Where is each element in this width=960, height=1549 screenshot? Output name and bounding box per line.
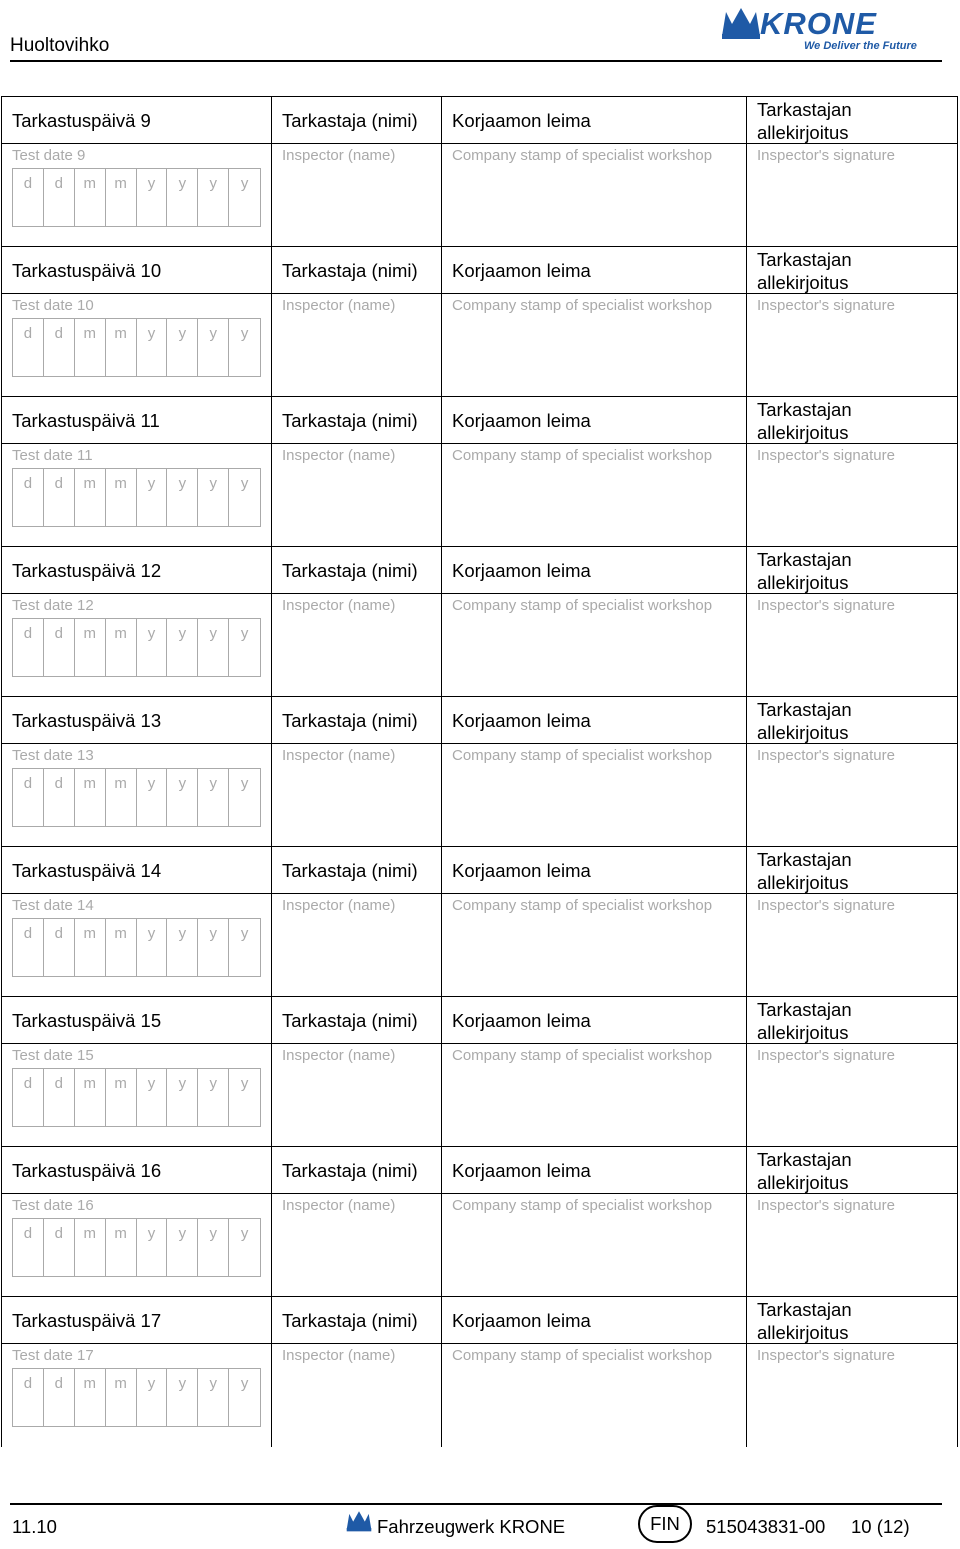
stamp-english: Company stamp of specialist workshop (452, 447, 713, 464)
signature-title-cell (747, 1297, 958, 1344)
test-date-field (2, 744, 272, 847)
inspector-english: Inspector (name) (282, 1347, 396, 1364)
krone-crown-icon (720, 6, 762, 40)
test-date-field (2, 1344, 272, 1447)
date-entry-boxes[interactable] (12, 1218, 261, 1277)
inspector-title-cell (272, 1147, 442, 1194)
date-entry-boxes[interactable] (12, 768, 261, 827)
test-row-header (2, 697, 958, 744)
stamp-title-cell (442, 697, 747, 744)
document-number: 515043831-00 (706, 1516, 826, 1537)
stamp-field[interactable] (442, 444, 747, 547)
test-date-title-cell (2, 697, 272, 744)
inspector-field[interactable] (272, 594, 442, 697)
test-date-field (2, 594, 272, 697)
signature-title-cell (747, 397, 958, 444)
test-row-header (2, 1147, 958, 1194)
krone-crown-icon (345, 1510, 373, 1532)
test-date-field (2, 1194, 272, 1297)
date-entry-boxes[interactable] (12, 618, 261, 677)
date-digit-box[interactable]: y (167, 769, 198, 826)
test-row-body (2, 894, 958, 997)
signature-english: Inspector's signature (757, 597, 895, 614)
signature-field[interactable] (747, 1044, 958, 1147)
date-digit-box[interactable]: y (137, 169, 168, 226)
date-digit-box[interactable]: y (198, 469, 229, 526)
date-digit-box[interactable]: y (198, 1369, 229, 1426)
signature-title: Tarkastajan allekirjoitus (757, 849, 852, 893)
test-date-title: Tarkastuspäivä 17 (12, 1310, 162, 1331)
test-date-english: Test date 14 (12, 897, 94, 914)
stamp-field[interactable] (442, 594, 747, 697)
test-date-title: Tarkastuspäivä 14 (12, 860, 162, 881)
stamp-field[interactable] (442, 894, 747, 997)
stamp-field[interactable] (442, 294, 747, 397)
signature-field[interactable] (747, 1344, 958, 1447)
test-date-field (2, 144, 272, 247)
date-entry-boxes[interactable] (12, 1368, 261, 1427)
stamp-title: Korjaamon leima (452, 560, 591, 581)
signature-english: Inspector's signature (757, 1347, 895, 1364)
stamp-title: Korjaamon leima (452, 1310, 591, 1331)
signature-title: Tarkastajan allekirjoitus (757, 399, 852, 443)
test-date-english: Test date 11 (12, 447, 93, 464)
inspector-english: Inspector (name) (282, 597, 396, 614)
signature-title: Tarkastajan allekirjoitus (757, 549, 852, 593)
date-digit-box[interactable]: d (13, 1069, 44, 1126)
inspector-field[interactable] (272, 1344, 442, 1447)
test-date-field (2, 444, 272, 547)
inspector-title: Tarkastaja (nimi) (282, 260, 418, 281)
date-digit-box[interactable]: d (44, 319, 75, 376)
date-digit-box[interactable]: d (44, 1369, 75, 1426)
date-digit-box[interactable]: y (198, 319, 229, 376)
stamp-english: Company stamp of specialist workshop (452, 297, 713, 314)
inspector-title-cell (272, 997, 442, 1044)
date-digit-box[interactable]: y (137, 619, 168, 676)
test-row-header (2, 97, 958, 144)
stamp-title-cell (442, 97, 747, 144)
stamp-title: Korjaamon leima (452, 1160, 591, 1181)
test-date-title-cell (2, 547, 272, 594)
date-digit-box[interactable]: m (75, 169, 106, 226)
date-digit-box[interactable]: d (13, 319, 44, 376)
test-date-field (2, 1044, 272, 1147)
stamp-field[interactable] (442, 744, 747, 847)
signature-title: Tarkastajan allekirjoitus (757, 249, 852, 293)
test-row-body (2, 744, 958, 847)
date-digit-box[interactable]: y (137, 1219, 168, 1276)
date-digit-box[interactable]: y (240, 625, 249, 642)
footer-divider (10, 1503, 942, 1505)
stamp-title: Korjaamon leima (452, 410, 591, 431)
date-digit-box[interactable]: m (106, 469, 137, 526)
test-row-header (2, 997, 958, 1044)
inspector-title-cell (272, 547, 442, 594)
stamp-english: Company stamp of specialist workshop (452, 597, 713, 614)
test-date-field (2, 294, 272, 397)
date-digit-box[interactable]: m (75, 1069, 106, 1126)
test-date-title: Tarkastuspäivä 15 (12, 1010, 162, 1031)
date-digit-box[interactable]: d (13, 1219, 44, 1276)
date-digit-box[interactable]: m (106, 919, 137, 976)
signature-field[interactable] (747, 594, 958, 697)
stamp-field[interactable] (442, 144, 747, 247)
date-digit-box[interactable]: y (137, 469, 168, 526)
signature-english: Inspector's signature (757, 747, 895, 764)
signature-english: Inspector's signature (757, 147, 895, 164)
stamp-english: Company stamp of specialist workshop (452, 897, 713, 914)
date-entry-boxes[interactable] (12, 1068, 261, 1127)
inspector-english: Inspector (name) (282, 747, 396, 764)
date-digit-box[interactable]: m (75, 1369, 106, 1426)
signature-field[interactable] (747, 444, 958, 547)
test-date-field (2, 894, 272, 997)
stamp-title-cell (442, 1147, 747, 1194)
date-digit-box[interactable]: y (167, 1069, 198, 1126)
date-digit-box[interactable]: y (240, 475, 249, 492)
date-digit-box[interactable]: d (44, 769, 75, 826)
inspector-english: Inspector (name) (282, 1047, 396, 1064)
stamp-title: Korjaamon leima (452, 110, 591, 131)
date-digit-box[interactable]: m (106, 319, 137, 376)
test-date-title-cell (2, 397, 272, 444)
test-date-title: Tarkastuspäivä 11 (12, 410, 160, 431)
date-entry-boxes[interactable] (12, 918, 261, 977)
signature-title-cell (747, 97, 958, 144)
signature-title-cell (747, 697, 958, 744)
inspector-title: Tarkastaja (nimi) (282, 1310, 418, 1331)
date-digit-box[interactable]: d (44, 1069, 75, 1126)
inspector-field[interactable] (272, 1044, 442, 1147)
footer-company: Fahrzeugwerk KRONE (377, 1516, 566, 1537)
stamp-title: Korjaamon leima (452, 710, 591, 731)
date-digit-box[interactable]: y (137, 769, 168, 826)
date-digit-box[interactable]: d (44, 619, 75, 676)
date-digit-box[interactable]: d (13, 769, 44, 826)
inspector-english: Inspector (name) (282, 447, 396, 464)
date-digit-box[interactable]: y (198, 1219, 229, 1276)
stamp-title-cell (442, 247, 747, 294)
test-date-title-cell (2, 997, 272, 1044)
inspector-title: Tarkastaja (nimi) (282, 560, 418, 581)
date-digit-box[interactable]: m (106, 1219, 137, 1276)
date-digit-box[interactable]: m (106, 1369, 137, 1426)
date-digit-box[interactable]: m (106, 769, 137, 826)
test-date-title-cell (2, 847, 272, 894)
signature-title: Tarkastajan allekirjoitus (757, 999, 852, 1043)
stamp-english: Company stamp of specialist workshop (452, 1047, 713, 1064)
test-row-body (2, 294, 958, 397)
date-digit-box[interactable]: y (240, 775, 249, 792)
date-digit-box[interactable]: d (44, 1219, 75, 1276)
stamp-english: Company stamp of specialist workshop (452, 1347, 713, 1364)
date-digit-box[interactable]: y (137, 919, 168, 976)
inspector-title: Tarkastaja (nimi) (282, 1160, 418, 1181)
date-digit-box[interactable]: d (44, 469, 75, 526)
date-digit-box[interactable]: y (198, 769, 229, 826)
test-row-body (2, 1044, 958, 1147)
inspector-title-cell (272, 847, 442, 894)
date-digit-box[interactable]: d (13, 469, 44, 526)
date-digit-box[interactable]: d (13, 619, 44, 676)
stamp-title-cell (442, 547, 747, 594)
stamp-english: Company stamp of specialist workshop (452, 1197, 713, 1214)
date-digit-box[interactable]: y (137, 319, 168, 376)
test-row-header (2, 247, 958, 294)
test-date-english: Test date 17 (12, 1347, 94, 1364)
test-date-english: Test date 16 (12, 1197, 94, 1214)
signature-english: Inspector's signature (757, 447, 895, 464)
date-digit-box[interactable]: m (75, 769, 106, 826)
inspector-english: Inspector (name) (282, 297, 396, 314)
test-row-body (2, 144, 958, 247)
signature-field[interactable] (747, 294, 958, 397)
inspector-field[interactable] (272, 894, 442, 997)
inspector-english: Inspector (name) (282, 897, 396, 914)
page-number: 10 (12) (851, 1516, 910, 1537)
stamp-title-cell (442, 397, 747, 444)
test-row-header (2, 547, 958, 594)
logo-tagline: We Deliver the Future (804, 40, 917, 52)
signature-title: Tarkastajan allekirjoitus (757, 699, 852, 743)
test-row-header (2, 1297, 958, 1344)
signature-field[interactable] (747, 894, 958, 997)
date-entry-boxes[interactable] (12, 468, 261, 527)
signature-field[interactable] (747, 144, 958, 247)
date-digit-box[interactable]: y (167, 469, 198, 526)
page-header-title: Huoltovihko (10, 35, 110, 56)
date-digit-box[interactable]: y (198, 619, 229, 676)
date-entry-boxes[interactable] (12, 318, 261, 377)
date-digit-box[interactable]: y (240, 325, 249, 342)
signature-english: Inspector's signature (757, 897, 895, 914)
language-badge: FIN (638, 1505, 692, 1543)
date-digit-box[interactable]: y (167, 319, 198, 376)
test-date-title-cell (2, 97, 272, 144)
stamp-title: Korjaamon leima (452, 1010, 591, 1031)
test-date-title: Tarkastuspäivä 16 (12, 1160, 162, 1181)
date-digit-box[interactable]: y (240, 1075, 249, 1092)
inspector-english: Inspector (name) (282, 1197, 396, 1214)
test-date-title: Tarkastuspäivä 10 (12, 260, 162, 281)
signature-title: Tarkastajan allekirjoitus (757, 1149, 852, 1193)
signature-english: Inspector's signature (757, 1197, 895, 1214)
inspector-title-cell (272, 247, 442, 294)
test-row-header (2, 847, 958, 894)
signature-title-cell (747, 547, 958, 594)
date-digit-box[interactable]: y (137, 1369, 168, 1426)
krone-logo (718, 4, 918, 54)
date-digit-box[interactable]: d (13, 169, 44, 226)
date-digit-box[interactable]: d (13, 1369, 44, 1426)
date-digit-box[interactable]: m (106, 1069, 137, 1126)
date-digit-box[interactable]: y (167, 169, 198, 226)
date-digit-box[interactable]: m (75, 319, 106, 376)
date-digit-box[interactable]: y (198, 1069, 229, 1126)
inspector-english: Inspector (name) (282, 147, 396, 164)
inspector-title: Tarkastaja (nimi) (282, 860, 418, 881)
test-date-title-cell (2, 247, 272, 294)
test-date-title: Tarkastuspäivä 9 (12, 110, 151, 131)
test-date-english: Test date 9 (12, 147, 86, 164)
inspector-title: Tarkastaja (nimi) (282, 710, 418, 731)
test-row-body (2, 1344, 958, 1447)
stamp-field[interactable] (442, 1044, 747, 1147)
test-row-header (2, 397, 958, 444)
date-digit-box[interactable]: y (198, 919, 229, 976)
signature-field[interactable] (747, 1194, 958, 1297)
signature-field[interactable] (747, 744, 958, 847)
stamp-title: Korjaamon leima (452, 260, 591, 281)
inspector-title: Tarkastaja (nimi) (282, 110, 418, 131)
inspector-title: Tarkastaja (nimi) (282, 410, 418, 431)
inspector-title-cell (272, 697, 442, 744)
test-date-english: Test date 12 (12, 597, 94, 614)
signature-title: Tarkastajan allekirjoitus (757, 99, 852, 143)
inspector-title: Tarkastaja (nimi) (282, 1010, 418, 1031)
footer-date: 11.10 (12, 1516, 57, 1537)
logo-wordmark: KRONE (760, 6, 877, 41)
date-digit-box[interactable]: y (240, 1225, 249, 1242)
stamp-title-cell (442, 847, 747, 894)
header-divider (10, 60, 942, 62)
signature-title-cell (747, 1147, 958, 1194)
inspector-field[interactable] (272, 1194, 442, 1297)
date-digit-box[interactable]: d (13, 919, 44, 976)
test-date-title: Tarkastuspäivä 13 (12, 710, 162, 731)
stamp-english: Company stamp of specialist workshop (452, 147, 713, 164)
date-digit-box[interactable]: m (75, 919, 106, 976)
test-date-english: Test date 13 (12, 747, 94, 764)
date-digit-box[interactable]: y (167, 619, 198, 676)
stamp-title-cell (442, 1297, 747, 1344)
date-digit-box[interactable]: m (106, 619, 137, 676)
inspector-title-cell (272, 97, 442, 144)
signature-title-cell (747, 247, 958, 294)
date-digit-box[interactable]: y (167, 1219, 198, 1276)
stamp-field[interactable] (442, 1344, 747, 1447)
date-digit-box[interactable]: m (75, 619, 106, 676)
date-entry-boxes[interactable] (12, 168, 261, 227)
date-digit-box[interactable]: y (167, 1369, 198, 1426)
date-digit-box[interactable]: y (240, 1375, 249, 1392)
date-digit-box[interactable]: m (75, 1219, 106, 1276)
test-date-title-cell (2, 1297, 272, 1344)
signature-title-cell (747, 847, 958, 894)
date-digit-box[interactable]: d (44, 919, 75, 976)
test-row-body (2, 444, 958, 547)
inspector-title-cell (272, 397, 442, 444)
test-row-body (2, 1194, 958, 1297)
signature-english: Inspector's signature (757, 297, 895, 314)
date-digit-box[interactable]: y (167, 919, 198, 976)
stamp-title-cell (442, 997, 747, 1044)
inspector-field[interactable] (272, 444, 442, 547)
date-digit-box[interactable]: m (106, 169, 137, 226)
test-date-title-cell (2, 1147, 272, 1194)
stamp-title: Korjaamon leima (452, 860, 591, 881)
inspector-field[interactable] (272, 744, 442, 847)
date-digit-box[interactable]: m (75, 469, 106, 526)
test-date-title: Tarkastuspäivä 12 (12, 560, 162, 581)
inspector-field[interactable] (272, 294, 442, 397)
test-row-body (2, 594, 958, 697)
test-date-english: Test date 15 (12, 1047, 94, 1064)
date-digit-box[interactable]: y (240, 175, 249, 192)
inspector-field[interactable] (272, 144, 442, 247)
signature-english: Inspector's signature (757, 1047, 895, 1064)
date-digit-box[interactable]: y (137, 1069, 168, 1126)
date-digit-box[interactable]: d (44, 169, 75, 226)
test-date-table (1, 96, 958, 1447)
stamp-english: Company stamp of specialist workshop (452, 747, 713, 764)
date-digit-box[interactable]: y (240, 925, 249, 942)
signature-title-cell (747, 997, 958, 1044)
signature-title: Tarkastajan allekirjoitus (757, 1299, 852, 1343)
inspector-title-cell (272, 1297, 442, 1344)
test-date-english: Test date 10 (12, 297, 94, 314)
date-digit-box[interactable]: y (198, 169, 229, 226)
stamp-field[interactable] (442, 1194, 747, 1297)
